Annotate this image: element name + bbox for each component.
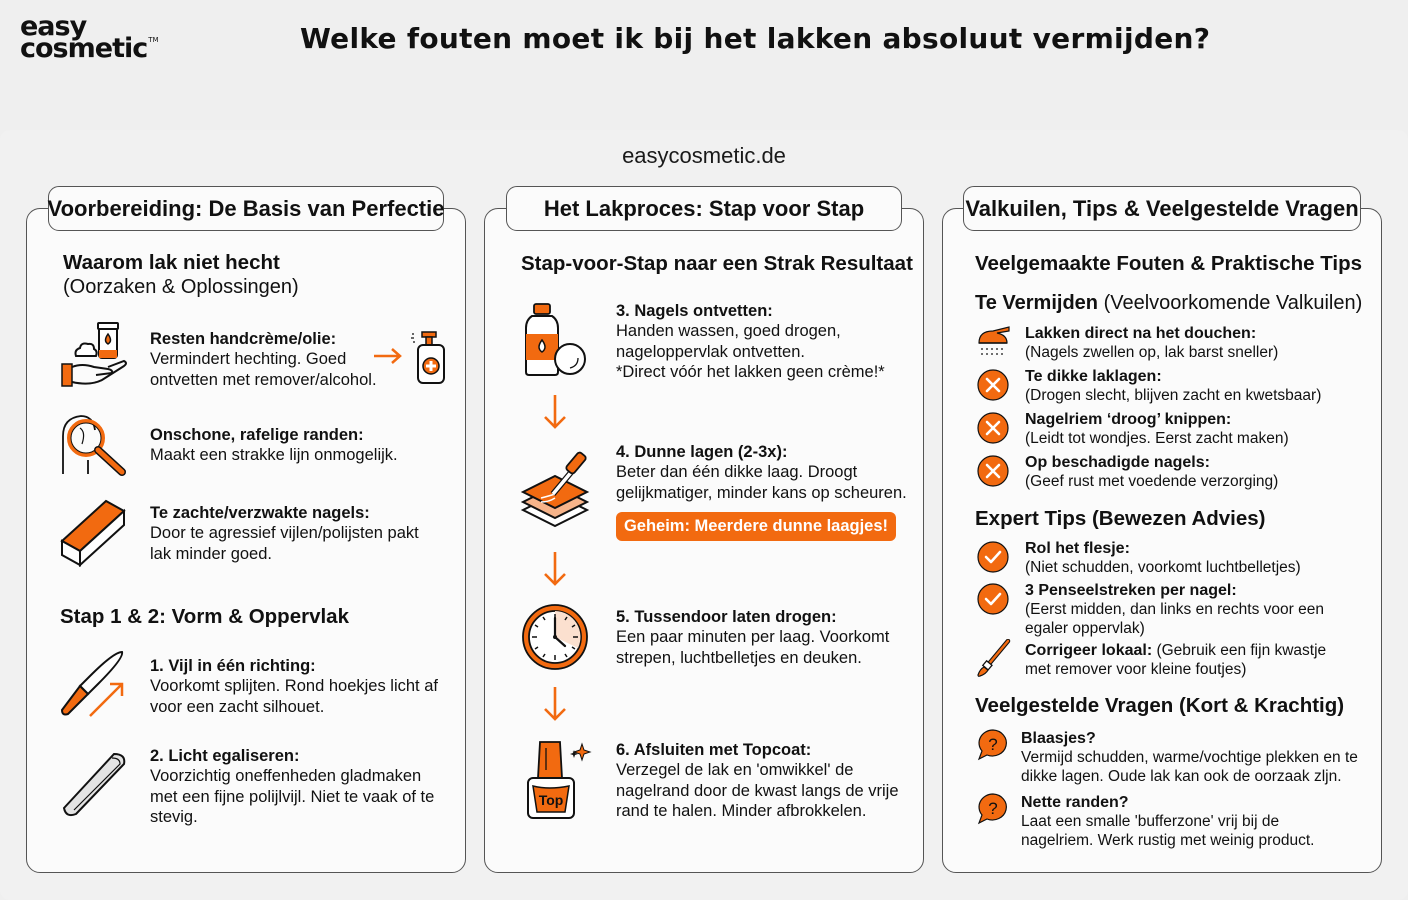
step-desc: Handen wassen, goed drogen, nageloppervlak ontvetten. (616, 322, 841, 361)
step-title: 1. Vijl in één richting: (150, 657, 316, 675)
cause-desc: Maakt een strakke lijn onmogelijk. (150, 446, 398, 464)
avoid-title: Te dikke laklagen: (1025, 368, 1162, 385)
arrow-down-icon (542, 550, 568, 588)
section-title-process: Stap-voor-Stap naar een Strak Resultaat (521, 252, 913, 275)
avoid-item-thick (1025, 367, 1321, 405)
buffer-block-icon (60, 497, 130, 567)
tip-title: Corrigeer lokaal: (1025, 642, 1153, 659)
logo-line1: easy (20, 11, 87, 42)
tip-desc: (Eerst midden, dan links en rechts voor een egaler oppervlak) (1025, 601, 1324, 637)
magnifier-nail-icon (58, 412, 130, 478)
cause-item-edges (150, 425, 430, 466)
step-desc: Voorzichtig oneffenheden gladmaken met een fijne polijlvijl. Niet te vaak of te stevig. (150, 767, 435, 826)
cause-title: Resten handcrème/olie: (150, 330, 337, 348)
avoid-item-shower (1025, 324, 1278, 362)
faq-item-bubbles (1021, 729, 1361, 786)
tip-desc: (Gebruik een fijn kwastje met remover voor kleine foutjes) (1025, 642, 1327, 678)
hand-cream-icon (58, 320, 130, 390)
faq-answer: Vermijd schudden, warme/vochtige plekken en te dikke lagen. Oude lak kan ook de oorzaak zljn. (1021, 749, 1358, 785)
arrow-down-icon (542, 393, 568, 431)
x-circle-icon (977, 412, 1009, 444)
faq-item-edges (1021, 793, 1341, 850)
avoid-title: Lakken direct na het douchen: (1025, 325, 1257, 342)
shower-icon (975, 323, 1011, 359)
step-title: 5. Tussendoor laten drogen: (616, 608, 837, 626)
cause-desc: Door te agressief vijlen/polijsten pakt lak minder goed. (150, 524, 419, 563)
tip-item-roll (1025, 539, 1301, 577)
step-item-buff (150, 746, 450, 828)
avoid-item-cuticle (1025, 410, 1289, 448)
step-title: 4. Dunne lagen (2-3x): (616, 443, 788, 461)
step-desc: Een paar minuten per laag. Voorkomt strepen, luchtbelletjes en deuken. (616, 628, 890, 667)
process-step-3 (616, 301, 916, 383)
avoid-heading-bold: Te Vermijden (975, 292, 1099, 314)
question-bubble-icon (977, 728, 1009, 762)
step-desc: Voorkomt splijten. Rond hoekjes licht af voor een zacht silhouet. (150, 677, 438, 716)
tip-title: 3 Penseelstreken per nagel: (1025, 582, 1237, 599)
section-title-shape: Stap 1 & 2: Vorm & Oppervlak (60, 605, 349, 628)
topcoat-bottle-icon (526, 738, 600, 820)
avoid-title: Op beschadigde nagels: (1025, 454, 1210, 471)
check-circle-icon (977, 583, 1009, 615)
cause-item-hand-cream (150, 329, 390, 390)
section-title-why: Waarom lak niet hecht (63, 251, 280, 274)
cause-desc: Vermindert hechting. Goed ontvetten met remover/alcohol. (150, 350, 377, 389)
question-bubble-icon (977, 792, 1009, 826)
section-title-mistakes: Veelgemaakte Fouten & Praktische Tips (975, 252, 1362, 275)
polish-file-icon (60, 750, 130, 820)
logo-tm: TM (148, 36, 159, 45)
tip-item-correct (1025, 641, 1355, 679)
cause-title: Onschone, rafelige randen: (150, 426, 364, 444)
secret-highlight-badge: Geheim: Meerdere dunne laagjes! (616, 512, 896, 541)
step-item-file (150, 656, 450, 717)
page-title: Welke fouten moet ik bij het lakken absoluut vermijden? (300, 22, 1211, 55)
site-url: easycosmetic.de (622, 143, 786, 168)
svg-text:?: ? (988, 735, 998, 754)
svg-text:?: ? (988, 799, 998, 818)
tips-heading: Expert Tips (Bewezen Advies) (975, 507, 1266, 530)
avoid-title: Nagelriem ‘droog’ knippen: (1025, 411, 1232, 428)
panel-tab-process: Het Lakproces: Stap voor Stap (506, 186, 902, 231)
step-title: 6. Afsluiten met Topcoat: (616, 741, 812, 759)
faq-question: Blaasjes? (1021, 730, 1096, 747)
avoid-item-damaged (1025, 453, 1278, 491)
brand-logo (20, 11, 159, 65)
avoid-desc: (Nagels zwellen op, lak barst sneller) (1025, 344, 1279, 361)
arrow-down-icon (542, 685, 568, 723)
section-subtitle-why: (Oorzaken & Oplossingen) (63, 276, 299, 298)
faq-answer: Laat een smalle 'bufferzone' vrij bij de nagelriem. Werk rustig met weinig product. (1021, 813, 1315, 849)
process-step-6 (616, 740, 916, 822)
arrow-right-icon (372, 347, 404, 365)
topcoat-label: Top (538, 792, 564, 808)
logo-line2: cosmetic (20, 33, 148, 65)
faq-question: Nette randen? (1021, 794, 1129, 811)
process-step-4 (616, 442, 926, 503)
clock-icon (520, 602, 590, 672)
process-step-5 (616, 607, 916, 668)
panel-tab-pitfalls: Valkuilen, Tips & Veelgestelde Vragen (963, 186, 1361, 231)
step-desc: Verzegel de lak en 'omwikkel' de nagelrand door de kwast langs de vrije rand te halen. Minder afbrokkelen. (616, 761, 899, 820)
avoid-desc: (Drogen slecht, blijven zacht en kwetsbaar) (1025, 387, 1322, 404)
sanitizer-bottle-icon (408, 328, 448, 386)
panel-tab-preparation: Voorbereiding: De Basis van Perfectie (48, 186, 444, 231)
step-note: *Direct vóór het lakken geen crème!* (616, 363, 885, 381)
step-title: 2. Licht egaliseren: (150, 747, 300, 765)
avoid-desc: (Leidt tot wondjes. Eerst zacht maken) (1025, 430, 1289, 447)
check-circle-icon (977, 541, 1009, 573)
tip-desc: (Niet schudden, voorkomt luchtbelletjes) (1025, 559, 1301, 576)
step-desc: Beter dan één dikke laag. Droogt gelijkmatiger, minder kans op scheuren. (616, 463, 907, 502)
remover-bottle-icon (522, 302, 588, 378)
nail-file-icon (58, 650, 130, 720)
thin-layers-icon (519, 448, 593, 534)
x-circle-icon (977, 369, 1009, 401)
step-title: 3. Nagels ontvetten: (616, 302, 773, 320)
avoid-heading (975, 292, 1362, 315)
tip-title: Rol het flesje: (1025, 540, 1130, 557)
cause-item-soft-nails (150, 503, 440, 564)
cause-title: Te zachte/verzwakte nagels: (150, 504, 370, 522)
brush-icon (974, 639, 1012, 679)
tip-item-strokes (1025, 581, 1345, 638)
avoid-heading-rest: (Veelvoorkomende Valkuilen) (1098, 292, 1363, 314)
x-circle-icon (977, 455, 1009, 487)
faq-heading: Veelgestelde Vragen (Kort & Krachtig) (975, 694, 1345, 717)
avoid-desc: (Geef rust met voedende verzorging) (1025, 473, 1279, 490)
